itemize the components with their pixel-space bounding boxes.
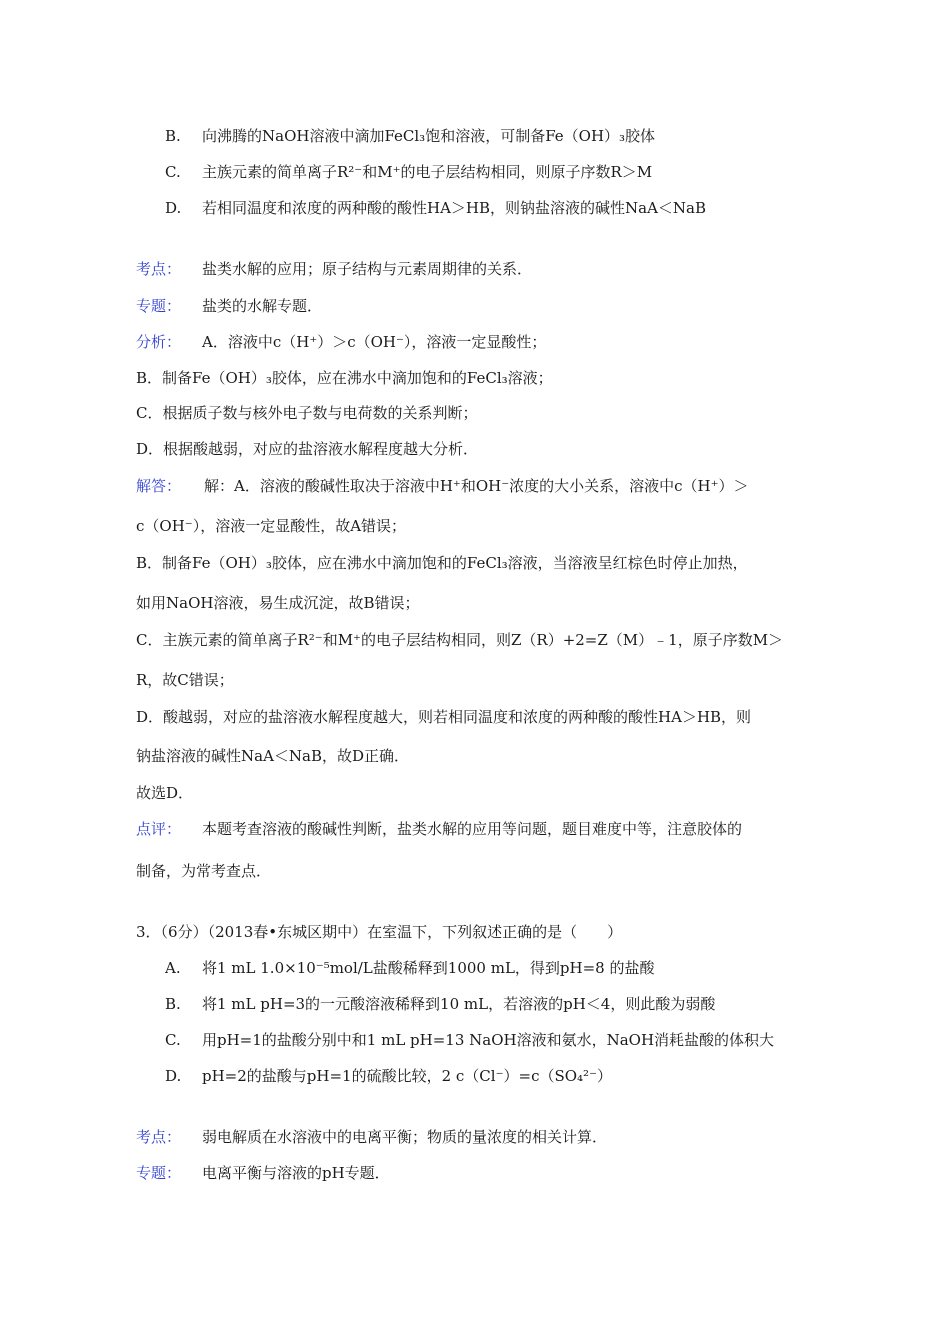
q2-kaodian (136, 259, 532, 279)
zhuanti-text: 电离平衡与溶液的pH专题． (202, 1164, 390, 1182)
q2-option-b (165, 126, 655, 146)
jieda-text: 解：A．溶液的酸碱性取决于溶液中H⁺和OH⁻浓度的大小关系，溶液中c（H⁺）＞ (204, 477, 749, 495)
option-letter: C. (165, 1031, 181, 1049)
q2-jieda-line-4: 如用NaOH溶液，易生成沉淀，故B错误； (136, 594, 420, 612)
q2-jieda-line-1 (136, 476, 749, 496)
zhuanti-label: 专题： (136, 297, 182, 315)
q2-fenxi-line-3: C．根据质子数与核外电子数与电荷数的关系判断； (136, 404, 478, 422)
q2-option-d (165, 198, 706, 218)
kaodian-text: 盐类水解的应用；原子结构与元素周期律的关系． (202, 260, 533, 278)
q2-jieda-line-8: 钠盐溶液的碱性NaA＜NaB，故D正确． (136, 747, 410, 765)
q3-stem: 3．（6分）（2013春•东城区期中）在室温下，下列叙述正确的是（ ） (136, 923, 623, 941)
q3-option-a (165, 958, 654, 978)
dianping-text: 本题考查溶液的酸碱性判断，盐类水解的应用等问题，题目难度中等，注意胶体的 (202, 820, 743, 838)
q2-fenxi-line-1 (136, 332, 546, 352)
option-text: 主族元素的简单离子R²⁻和M⁺的电子层结构相同，则原子序数R＞M (202, 163, 653, 181)
option-letter: B. (165, 127, 181, 145)
q2-jieda-line-7: D．酸越弱，对应的盐溶液水解程度越大，则若相同温度和浓度的两种酸的酸性HA＞HB，则 (136, 708, 752, 726)
zhuanti-label: 专题： (136, 1164, 182, 1182)
option-text: 用pH=1的盐酸分别中和1 mL pH=13 NaOH溶液和氨水，NaOH消耗盐酸的体积大 (202, 1031, 775, 1049)
q2-fenxi-line-2: B．制备Fe（OH）₃胶体，应在沸水中滴加饱和的FeCl₃溶液； (136, 369, 553, 387)
option-letter: B. (165, 995, 181, 1013)
kaodian-label: 考点： (136, 260, 182, 278)
option-letter: C. (165, 163, 181, 181)
option-letter: D. (165, 199, 182, 217)
q2-jieda-line-9: 故选D． (136, 784, 194, 802)
q3-kaodian (136, 1127, 607, 1147)
q2-fenxi-line-4: D．根据酸越弱，对应的盐溶液水解程度越大分析． (136, 440, 479, 458)
option-letter: D. (165, 1067, 182, 1085)
q2-zhuanti (136, 296, 322, 316)
q3-zhuanti (136, 1163, 390, 1183)
dianping-label: 点评： (136, 820, 182, 838)
option-text: 向沸腾的NaOH溶液中滴加FeCl₃饱和溶液，可制备Fe（OH）₃胶体 (202, 127, 656, 145)
q2-jieda-line-5: C．主族元素的简单离子R²⁻和M⁺的电子层结构相同，则Z（R）+2=Z（M）﹣1，原子序数M＞ (136, 631, 784, 649)
option-letter: A. (165, 959, 181, 977)
option-text: 将1 mL 1.0×10⁻⁵mol/L盐酸稀释到1000 mL，得到pH=8 的盐酸 (202, 959, 655, 977)
jieda-label: 解答： (136, 477, 182, 495)
q2-jieda-line-2: c（OH⁻），溶液一定显酸性，故A错误； (136, 517, 407, 535)
fenxi-label: 分析： (136, 333, 182, 351)
q2-option-c (165, 162, 652, 182)
zhuanti-text: 盐类的水解专题． (202, 297, 323, 315)
kaodian-label: 考点： (136, 1128, 182, 1146)
option-text: 将1 mL pH=3的一元酸溶液稀释到10 mL，若溶液的pH＜4，则此酸为弱酸 (202, 995, 716, 1013)
q2-jieda-line-6: R，故C错误； (136, 671, 234, 689)
q2-dianping-line-1 (136, 819, 742, 839)
q2-jieda-line-3: B．制备Fe（OH）₃胶体，应在沸水中滴加饱和的FeCl₃溶液，当溶液呈红棕色时停止加热， (136, 554, 748, 572)
option-text: pH=2的盐酸与pH=1的硫酸比较，2 c（Cl⁻）=c（SO₄²⁻） (202, 1067, 612, 1085)
q2-dianping-line-2: 制备，为常考查点． (136, 862, 272, 880)
kaodian-text: 弱电解质在水溶液中的电离平衡；物质的量浓度的相关计算． (202, 1128, 608, 1146)
q3-option-b (165, 994, 715, 1014)
option-text: 若相同温度和浓度的两种酸的酸性HA＞HB，则钠盐溶液的碱性NaA＜NaB (202, 199, 707, 217)
q3-option-c (165, 1030, 774, 1050)
fenxi-text: A．溶液中c（H⁺）＞c（OH⁻），溶液一定显酸性； (202, 333, 547, 351)
q3-option-d (165, 1066, 612, 1086)
